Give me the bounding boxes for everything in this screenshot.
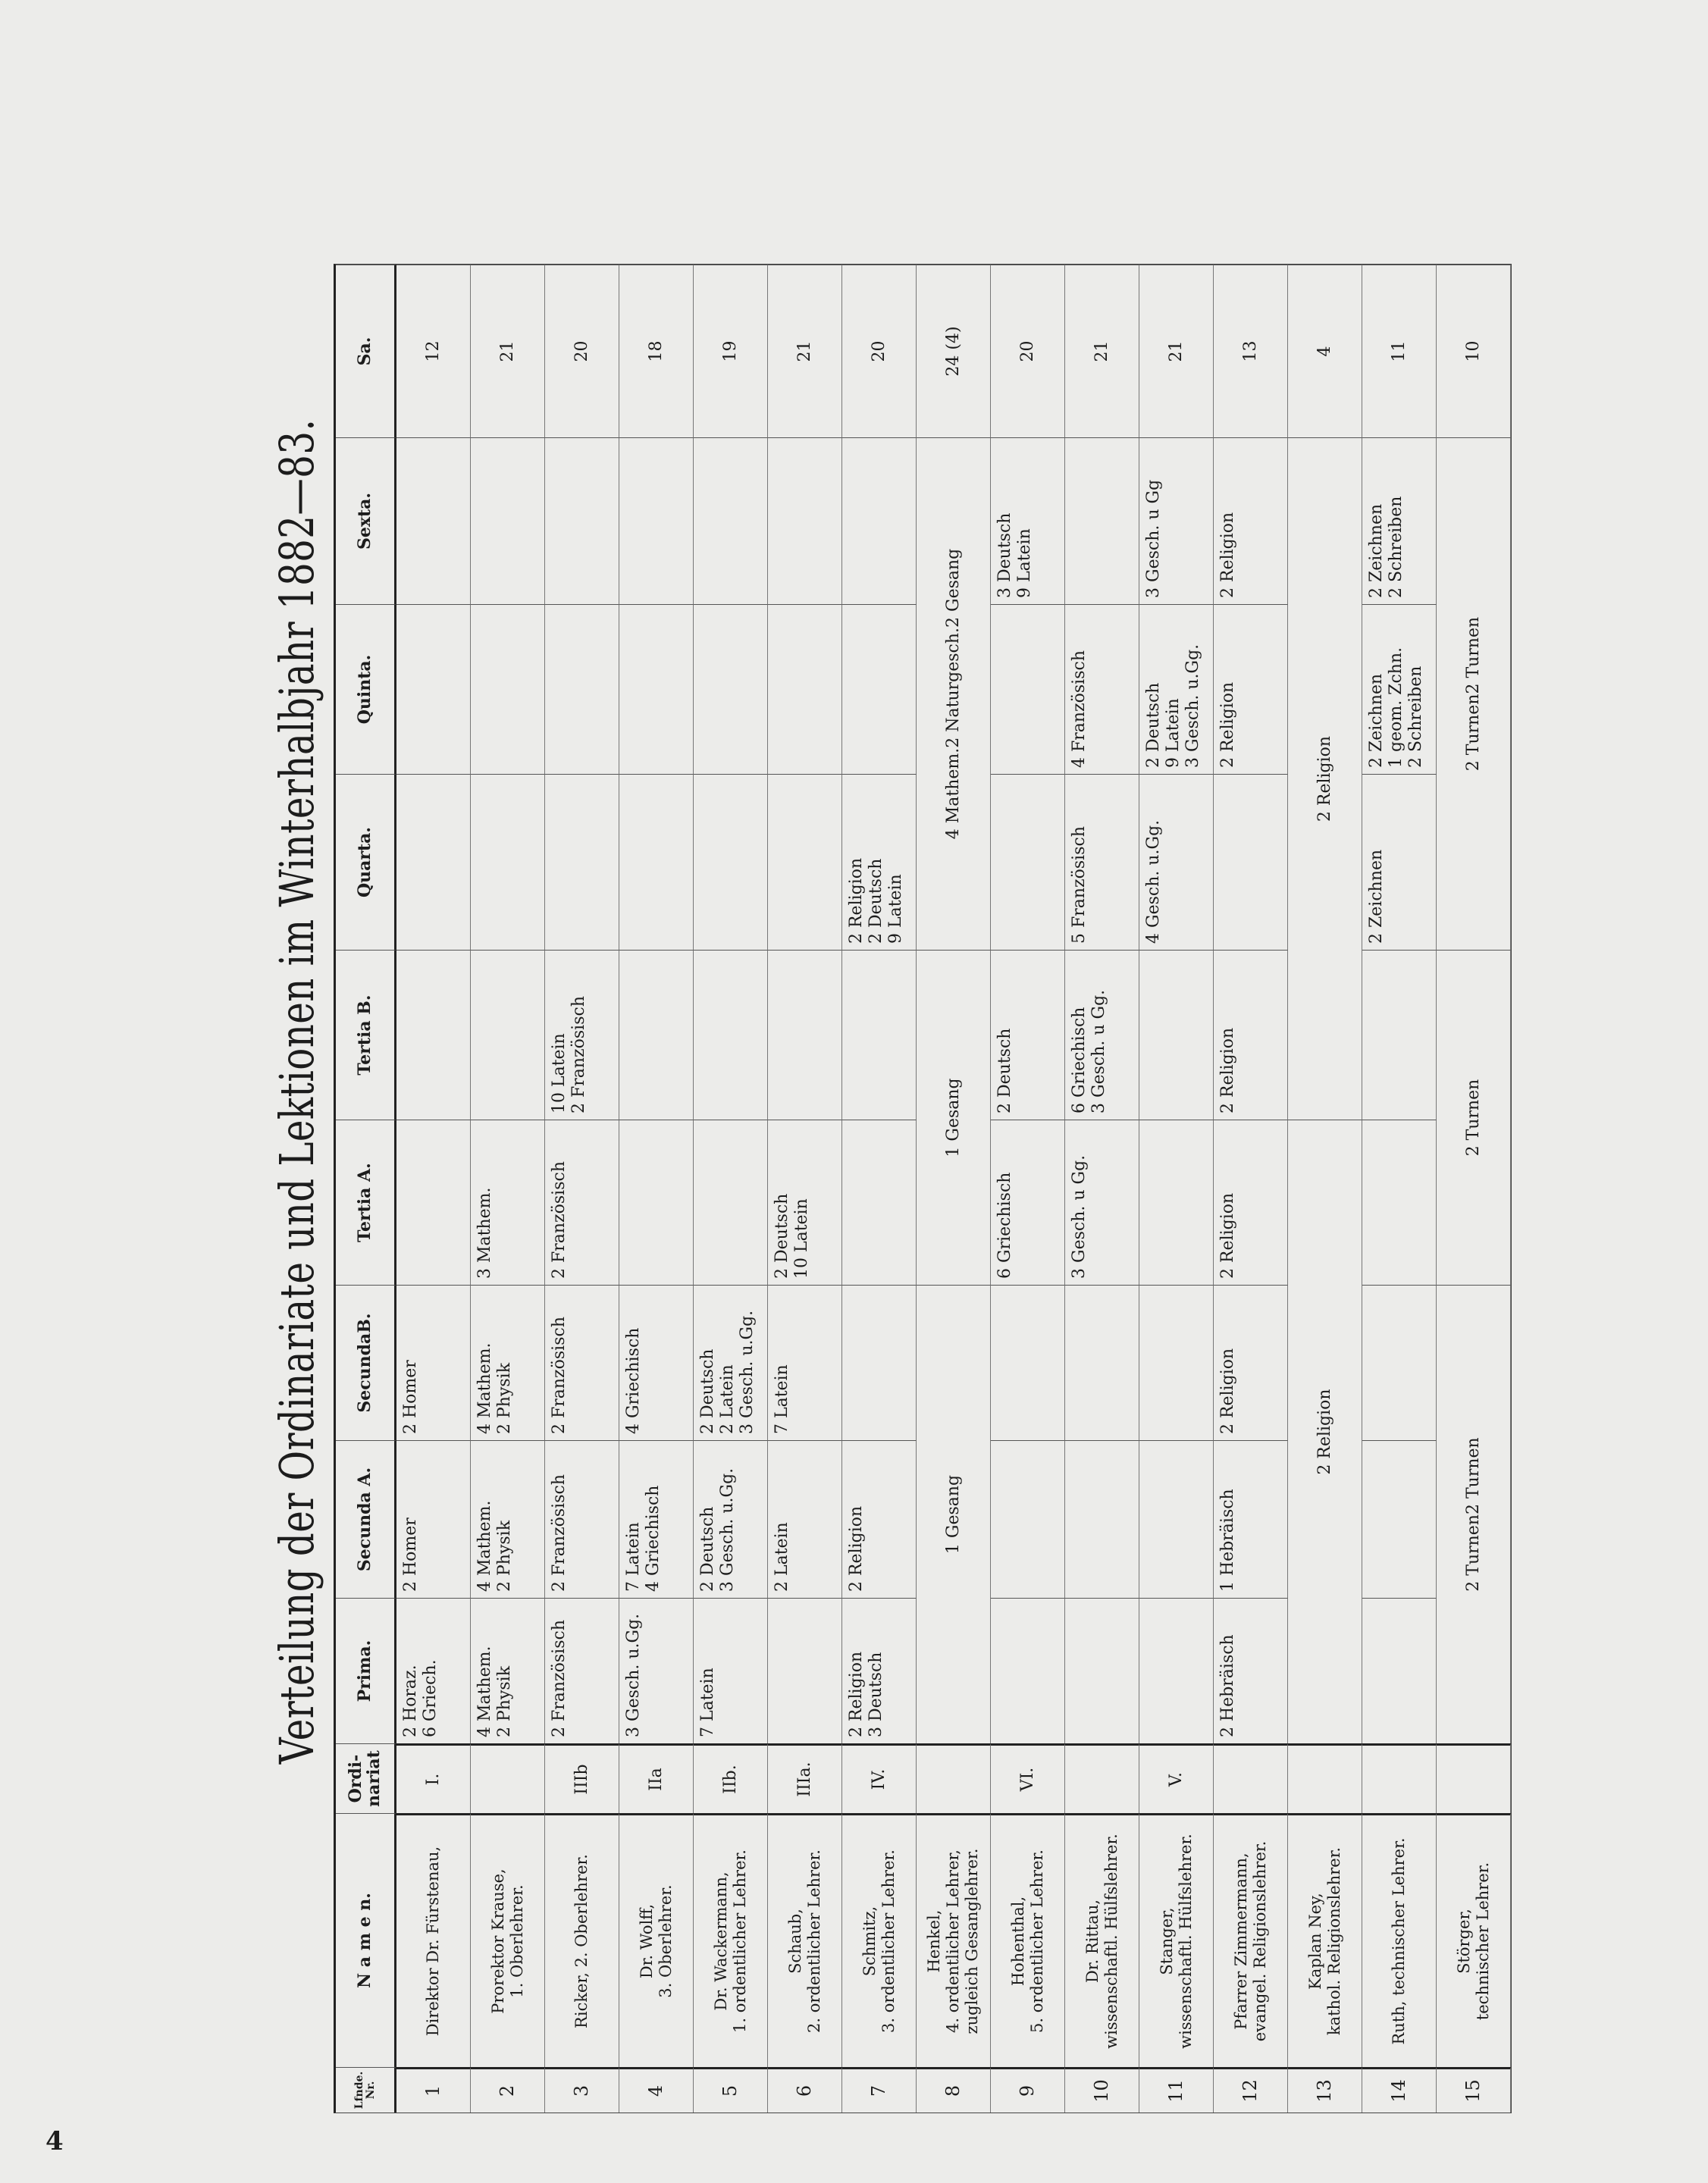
lesson-cell xyxy=(1139,774,1214,950)
lesson-entry: 3 Gesch. u Gg xyxy=(1144,479,1163,598)
hours-total: 24 (4) xyxy=(917,265,991,437)
lesson-cell xyxy=(1362,774,1437,950)
teacher-role: wissenschaftl. Hülfslehrer. xyxy=(1102,1834,1120,2049)
lesson-cell xyxy=(545,1598,619,1743)
lesson-cell xyxy=(545,437,619,604)
lesson-cell xyxy=(545,1120,619,1285)
hours-total: 20 xyxy=(991,265,1065,437)
lesson-entry: 6 Griechisch xyxy=(995,1172,1014,1279)
lesson-cell xyxy=(768,1440,842,1598)
teacher-name-line: Schaub, xyxy=(785,1909,804,1974)
teacher-name xyxy=(1139,1813,1214,2067)
lesson-cell xyxy=(991,437,1065,604)
span-lesson-text: 2 Religion xyxy=(1315,1389,1334,1475)
hours-total: 4 xyxy=(1288,265,1362,437)
lesson-entry: 2 Religion xyxy=(1218,1348,1237,1434)
span-lesson xyxy=(917,437,991,950)
lesson-entry: 2 Religion xyxy=(1218,1192,1237,1279)
teacher-name xyxy=(917,1813,991,2067)
lesson-cell xyxy=(1362,604,1437,774)
teacher-name xyxy=(1437,1813,1511,2067)
ordinariat xyxy=(1288,1743,1362,1813)
row-number: 6 xyxy=(768,2067,842,2113)
lesson-entry: 3 Gesch. u.Gg. xyxy=(624,1613,643,1737)
lesson-cell xyxy=(768,1598,842,1743)
lesson-cell xyxy=(1362,437,1437,604)
lesson-cell xyxy=(694,1120,768,1285)
lesson-cell xyxy=(1065,1120,1139,1285)
teacher-role: 1. Oberlehrer. xyxy=(507,1884,526,1998)
lesson-cell xyxy=(1139,1598,1214,1743)
teacher-name xyxy=(694,1813,768,2067)
hours-total: 21 xyxy=(768,265,842,437)
header-sum: Sa. xyxy=(336,265,396,437)
hours-total: 20 xyxy=(545,265,619,437)
lesson-cell xyxy=(1065,1440,1139,1598)
lesson-cell xyxy=(396,1598,471,1743)
lesson-cell xyxy=(768,1285,842,1440)
lesson-entry: 3 Gesch. u Gg. xyxy=(1089,989,1108,1113)
span-lesson xyxy=(1288,1120,1362,1743)
lesson-cell xyxy=(842,1598,917,1743)
lesson-cell xyxy=(1214,1285,1288,1440)
lesson-entry: 2 Schreiben xyxy=(1406,666,1425,768)
lesson-cell xyxy=(545,604,619,774)
lesson-cell xyxy=(545,1285,619,1440)
lesson-entry: 2 Physik xyxy=(494,1362,514,1434)
teacher-name xyxy=(471,1813,545,2067)
lesson-cell xyxy=(842,1440,917,1598)
row-number: 10 xyxy=(1065,2067,1139,2113)
page-title: Verteilung der Ordinariate und Lektionen im Winterhalbjahr 1882—83. xyxy=(269,418,324,1765)
lesson-entry: 2 Naturgesch. xyxy=(943,627,963,748)
lesson-cell xyxy=(991,774,1065,950)
ordinariat: VI. xyxy=(991,1743,1065,1813)
lesson-cell xyxy=(1214,1598,1288,1743)
header-name: N a m e n. xyxy=(336,1813,396,2067)
lesson-entry: 3 Gesch. u.Gg. xyxy=(1183,644,1202,768)
lesson-entry: 2 Französisch xyxy=(550,1620,569,1737)
lesson-cell xyxy=(1214,1120,1288,1285)
lesson-entry: 9 Latein xyxy=(885,874,905,944)
hours-total: 20 xyxy=(842,265,917,437)
lesson-cell xyxy=(1139,1120,1214,1285)
lesson-cell xyxy=(471,1285,545,1440)
header-secunda-b: SecundaB. xyxy=(336,1285,396,1440)
lesson-cell xyxy=(619,1120,694,1285)
teacher-name xyxy=(1362,1813,1437,2067)
lesson-entry: 3 Deutsch xyxy=(995,512,1014,598)
lesson-entry: 3 Gesch. u.Gg. xyxy=(737,1310,757,1434)
teacher-role: 5. ordentlicher Lehrer. xyxy=(1027,1849,1046,2033)
page-number: 4 xyxy=(45,2126,64,2156)
row-number: 5 xyxy=(694,2067,768,2113)
teacher-name-line: Stanger, xyxy=(1157,1907,1176,1975)
lesson-entry: 2 Religion xyxy=(847,1505,866,1592)
teacher-role: 1. ordentlicher Lehrer. xyxy=(730,1849,749,2033)
lesson-cell xyxy=(619,1598,694,1743)
lesson-entry: 4 Mathem. xyxy=(475,1342,494,1434)
lesson-cell xyxy=(991,1285,1065,1440)
lesson-cell xyxy=(694,437,768,604)
teacher-name-line: Direktor Dr. Fürstenau, xyxy=(424,1846,443,2037)
lesson-entry: 3 Gesch. u.Gg. xyxy=(717,1467,737,1592)
lesson-entry: 2 Zeichnen xyxy=(1367,503,1386,598)
lesson-entry: 2 Religion xyxy=(1218,681,1237,768)
lesson-cell xyxy=(396,604,471,774)
lesson-cell xyxy=(1214,774,1288,950)
lesson-cell xyxy=(991,950,1065,1120)
span-lesson xyxy=(1437,950,1511,1285)
lesson-cell xyxy=(396,1440,471,1598)
ordinariat xyxy=(471,1743,545,1813)
teacher-name-line: Henkel, xyxy=(925,1909,944,1973)
span-lesson xyxy=(1288,437,1362,1120)
teacher-name xyxy=(1065,1813,1139,2067)
lesson-cell xyxy=(471,437,545,604)
lesson-cell xyxy=(1139,1440,1214,1598)
hours-total: 12 xyxy=(396,265,471,437)
lesson-cell xyxy=(991,1120,1065,1285)
lesson-cell xyxy=(1214,950,1288,1120)
header-quinta: Quinta. xyxy=(336,604,396,774)
span-lesson xyxy=(917,1285,991,1743)
header-tertia-b: Tertia B. xyxy=(336,950,396,1120)
span-lesson-text: 2 Turnen xyxy=(1463,616,1483,694)
span-lesson xyxy=(1437,437,1511,950)
teacher-name-line: Kaplan Ney, xyxy=(1305,1893,1324,1990)
lesson-cell xyxy=(1214,604,1288,774)
teacher-name-line: Schmitz, xyxy=(860,1906,879,1977)
teacher-name xyxy=(1214,1813,1288,2067)
span-lesson-text: 2 Turnen xyxy=(1463,1437,1483,1514)
lesson-entry: 2 Religion xyxy=(1218,1027,1237,1113)
lesson-entry: 3 Deutsch xyxy=(866,1652,885,1737)
ordinariat xyxy=(1437,1743,1511,1813)
lesson-cell xyxy=(1065,1285,1139,1440)
teacher-name xyxy=(991,1813,1065,2067)
hours-total: 18 xyxy=(619,265,694,437)
teacher-role: evangel. Religionslehrer. xyxy=(1250,1840,1269,2042)
header-quarta: Quarta. xyxy=(336,774,396,950)
lesson-entry: 10 Latein xyxy=(791,1198,811,1279)
lesson-entry: 2 Latein xyxy=(717,1364,737,1434)
lesson-entry: 4 Mathem. xyxy=(943,747,963,840)
lesson-cell xyxy=(842,950,917,1120)
lesson-entry: 3 Gesch. u Gg. xyxy=(1070,1154,1089,1279)
lesson-cell xyxy=(694,1598,768,1743)
lesson-entry: 2 Horaz. xyxy=(401,1665,420,1737)
lesson-entry: 3 Mathem. xyxy=(475,1187,494,1279)
lesson-cell xyxy=(842,437,917,604)
row-number: 4 xyxy=(619,2067,694,2113)
lesson-entry: 1 geom. Zchn. xyxy=(1386,647,1406,768)
lesson-cell xyxy=(694,604,768,774)
teacher-name xyxy=(768,1813,842,2067)
lesson-cell xyxy=(694,774,768,950)
lesson-cell xyxy=(396,1285,471,1440)
ordinariat xyxy=(917,1743,991,1813)
hours-total: 13 xyxy=(1214,265,1288,437)
teacher-role: wissenschaftl. Hülfslehrer. xyxy=(1176,1834,1195,2049)
header-secunda-a: Secunda A. xyxy=(336,1440,396,1598)
lesson-cell xyxy=(471,1598,545,1743)
ordinariat: IIIb xyxy=(545,1743,619,1813)
lesson-cell xyxy=(396,437,471,604)
lesson-cell xyxy=(1362,950,1437,1120)
ordinariat: IIIa. xyxy=(768,1743,842,1813)
lesson-entry: 7 Latein xyxy=(624,1522,643,1592)
teacher-name-line: Störger, xyxy=(1454,1909,1473,1974)
lesson-entry: 2 Zeichnen xyxy=(1367,673,1386,768)
lesson-cell xyxy=(842,774,917,950)
lesson-entry: 4 Mathem. xyxy=(475,1500,494,1592)
lesson-entry: 2 Homer xyxy=(401,1517,420,1592)
teacher-name-line: Pfarrer Zimmermann, xyxy=(1231,1853,1250,2030)
lesson-table xyxy=(334,264,1512,2113)
lesson-entry: 2 Deutsch xyxy=(1144,682,1163,768)
hours-total: 21 xyxy=(471,265,545,437)
lesson-cell xyxy=(1362,1440,1437,1598)
lesson-cell xyxy=(471,1120,545,1285)
row-number: 12 xyxy=(1214,2067,1288,2113)
span-lesson-text: 1 Gesang xyxy=(943,1474,963,1555)
span-lesson xyxy=(917,950,991,1285)
teacher-name-line: Dr. Wackermann, xyxy=(711,1871,730,2011)
lesson-entry: 2 Religion xyxy=(847,1651,866,1737)
hours-total: 11 xyxy=(1362,265,1437,437)
teacher-name-line: Ricker, 2. Oberlehrer. xyxy=(572,1854,591,2028)
lesson-cell xyxy=(694,1440,768,1598)
row-number: 2 xyxy=(471,2067,545,2113)
teacher-role: technischer Lehrer. xyxy=(1473,1862,1492,2021)
lesson-cell xyxy=(768,437,842,604)
ordinariat: I. xyxy=(396,1743,471,1813)
lesson-cell xyxy=(991,1440,1065,1598)
teacher-role: kathol. Religionslehrer. xyxy=(1324,1846,1343,2036)
row-number: 15 xyxy=(1437,2067,1511,2113)
header-nr: Lfnde. Nr. xyxy=(336,2067,396,2113)
span-lesson-text: 2 Gesang xyxy=(943,548,963,628)
lesson-cell xyxy=(1362,1120,1437,1285)
hours-total: 21 xyxy=(1065,265,1139,437)
lesson-entry: 4 Mathem. xyxy=(475,1646,494,1737)
lesson-entry: 2 Hebräisch xyxy=(1218,1634,1237,1737)
lesson-entry: 7 Latein xyxy=(773,1364,791,1434)
row-number: 9 xyxy=(991,2067,1065,2113)
teacher-role: 4. ordentlicher Lehrer, zugleich Gesanglehrer. xyxy=(944,1848,981,2034)
lesson-cell xyxy=(545,950,619,1120)
lesson-cell xyxy=(768,774,842,950)
header-sexta: Sexta. xyxy=(336,437,396,604)
ordinariat: V. xyxy=(1139,1743,1214,1813)
span-lesson-text: 2 Turnen xyxy=(1463,1079,1483,1157)
lesson-entry: 6 Griech. xyxy=(420,1659,440,1737)
lesson-cell xyxy=(396,774,471,950)
teacher-name-line: Prorektor Krause, xyxy=(488,1868,507,2014)
lesson-cell xyxy=(1214,1440,1288,1598)
lesson-entry: 2 Deutsch xyxy=(698,1506,717,1592)
lesson-cell xyxy=(694,950,768,1120)
lesson-entry: 7 Latein xyxy=(698,1668,717,1737)
lesson-entry: 9 Latein xyxy=(1163,698,1183,768)
hours-total: 10 xyxy=(1437,265,1511,437)
lesson-entry: 2 Französisch xyxy=(550,1317,569,1434)
ordinariat xyxy=(1065,1743,1139,1813)
lesson-cell xyxy=(619,774,694,950)
lesson-cell xyxy=(619,950,694,1120)
lesson-cell xyxy=(545,1440,619,1598)
lesson-entry: 9 Latein xyxy=(1014,528,1034,598)
lesson-cell xyxy=(842,604,917,774)
lesson-entry: 2 Deutsch xyxy=(995,1028,1014,1113)
hours-total: 19 xyxy=(694,265,768,437)
teacher-role: 2. ordentlicher Lehrer. xyxy=(804,1849,823,2033)
lesson-cell xyxy=(1139,1285,1214,1440)
lesson-cell xyxy=(545,774,619,950)
lesson-cell xyxy=(396,1120,471,1285)
lesson-cell xyxy=(1139,437,1214,604)
lesson-cell xyxy=(1139,604,1214,774)
lesson-cell xyxy=(768,1120,842,1285)
lesson-entry: 2 Latein xyxy=(773,1522,791,1592)
lesson-cell xyxy=(619,437,694,604)
teacher-name-line: Ruth, technischer Lehrer. xyxy=(1390,1837,1409,2045)
lesson-entry: 2 Deutsch xyxy=(773,1193,791,1279)
lesson-entry: 2 Französisch xyxy=(569,996,588,1113)
lesson-cell xyxy=(991,604,1065,774)
lesson-cell xyxy=(471,1440,545,1598)
lesson-entry: 2 Turnen xyxy=(1463,1514,1483,1592)
teacher-name xyxy=(396,1813,471,2067)
lesson-cell xyxy=(1065,1598,1139,1743)
lesson-cell xyxy=(1065,604,1139,774)
lesson-entry: 1 Hebräisch xyxy=(1218,1489,1237,1592)
lesson-cell xyxy=(1065,774,1139,950)
lesson-entry: 2 Physik xyxy=(494,1520,514,1592)
lesson-cell xyxy=(842,1285,917,1440)
lesson-cell xyxy=(768,950,842,1120)
hours-total: 21 xyxy=(1139,265,1214,437)
row-number: 7 xyxy=(842,2067,917,2113)
lesson-entry: 4 Griechisch xyxy=(624,1327,643,1434)
teacher-name-line: Hohenthal, xyxy=(1008,1896,1027,1987)
header-ord: Ordi-nariat xyxy=(336,1743,396,1813)
lesson-cell xyxy=(471,604,545,774)
lesson-entry: 4 Französisch xyxy=(1070,650,1089,768)
ordinariat xyxy=(1214,1743,1288,1813)
lesson-cell xyxy=(396,950,471,1120)
teacher-role: 3. ordentlicher Lehrer. xyxy=(879,1849,898,2033)
lesson-cell xyxy=(1362,1598,1437,1743)
teacher-role: 3. Oberlehrer. xyxy=(656,1884,675,1998)
span-lesson-text: 2 Religion xyxy=(1315,735,1334,822)
lesson-cell xyxy=(619,1440,694,1598)
lesson-entry: 2 Physik xyxy=(494,1665,514,1737)
lesson-entry: 2 Religion xyxy=(1218,512,1237,598)
ordinariat: IIa xyxy=(619,1743,694,1813)
span-lesson xyxy=(1437,1285,1511,1743)
teacher-name-line: Dr. Rittau, xyxy=(1083,1899,1102,1984)
lesson-entry: 6 Griechisch xyxy=(1070,1007,1089,1113)
lesson-entry: 2 Homer xyxy=(401,1360,420,1434)
header-prima: Prima. xyxy=(336,1598,396,1743)
span-lesson-text: 1 Gesang xyxy=(943,1078,963,1157)
teacher-name xyxy=(545,1813,619,2067)
lesson-cell xyxy=(1065,950,1139,1120)
header-tertia-a: Tertia A. xyxy=(336,1120,396,1285)
lesson-entry: 2 Deutsch xyxy=(866,858,885,944)
lesson-entry: 2 Turnen xyxy=(1463,694,1483,772)
row-number: 8 xyxy=(917,2067,991,2113)
lesson-cell xyxy=(619,1285,694,1440)
row-number: 14 xyxy=(1362,2067,1437,2113)
lesson-entry: 2 Deutsch xyxy=(698,1348,717,1434)
lesson-cell xyxy=(1065,437,1139,604)
lesson-cell xyxy=(991,1598,1065,1743)
row-number: 11 xyxy=(1139,2067,1214,2113)
ordinariat xyxy=(1362,1743,1437,1813)
lesson-entry: 2 Schreiben xyxy=(1386,496,1406,598)
lesson-entry: 4 Griechisch xyxy=(643,1485,663,1592)
lesson-entry: 2 Französisch xyxy=(550,1474,569,1592)
lesson-cell xyxy=(1362,1285,1437,1440)
lesson-cell xyxy=(842,1120,917,1285)
lesson-entry: 10 Latein xyxy=(550,1033,569,1113)
lesson-entry: 2 Religion xyxy=(847,857,866,944)
lesson-cell xyxy=(1139,950,1214,1120)
teacher-name xyxy=(842,1813,917,2067)
lesson-cell xyxy=(694,1285,768,1440)
lesson-cell xyxy=(619,604,694,774)
teacher-name xyxy=(619,1813,694,2067)
lesson-entry: 2 Zeichnen xyxy=(1367,849,1386,944)
row-number: 3 xyxy=(545,2067,619,2113)
lesson-cell xyxy=(1214,437,1288,604)
lesson-cell xyxy=(768,604,842,774)
lesson-entry: 2 Französisch xyxy=(550,1161,569,1279)
ordinariat: IIb. xyxy=(694,1743,768,1813)
lesson-entry: 4 Gesch. u.Gg. xyxy=(1144,819,1163,944)
ordinariat: IV. xyxy=(842,1743,917,1813)
teacher-name xyxy=(1288,1813,1362,2067)
lesson-cell xyxy=(471,950,545,1120)
lesson-cell xyxy=(471,774,545,950)
teacher-name-line: Dr. Wolff, xyxy=(637,1903,656,1979)
lesson-entry: 5 Französisch xyxy=(1070,826,1089,944)
row-number: 1 xyxy=(396,2067,471,2113)
row-number: 13 xyxy=(1288,2067,1362,2113)
